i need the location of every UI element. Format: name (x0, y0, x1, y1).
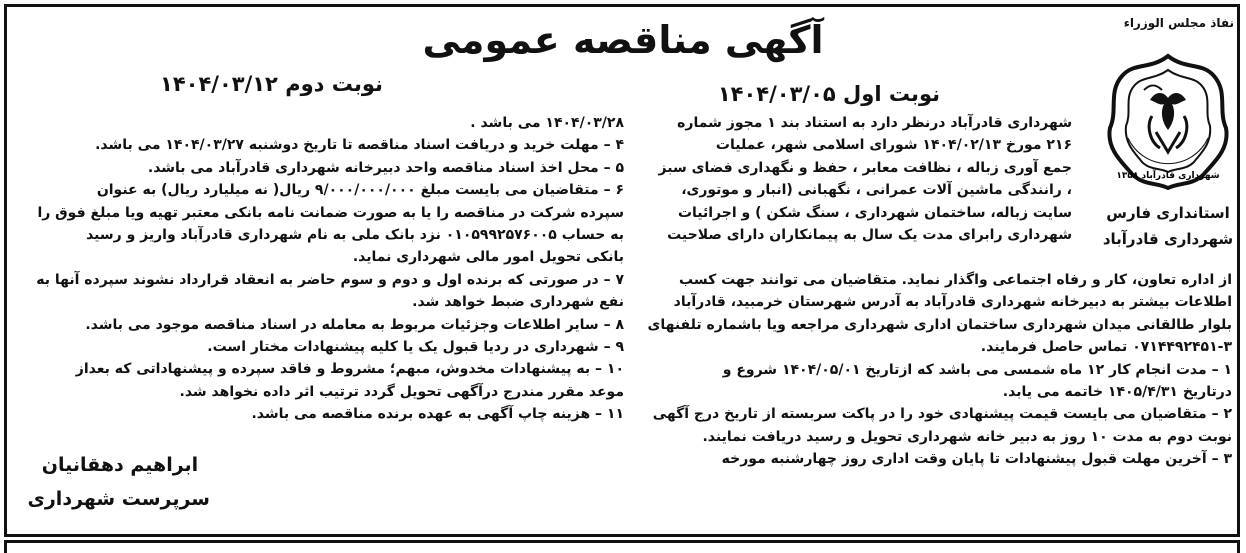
text-line: ۴ – مهلت خرید و دریافت اسناد مناقصه تا تاریخ دوشنبه ۱۴۰۴/۰۳/۲۷ می باشد. (95, 137, 624, 154)
text-line: سپرده شرکت در مناقصه را یا به صورت ضمانت نامه بانکی معتبر تهیه ویا مبلغ فوق را (37, 204, 624, 221)
text-line: ۹ – شهرداری در ردیا قبول یک یا کلیه پیشنهادات مختار است. (207, 338, 624, 355)
signatory-name: ابراهیم دهقانیان (41, 454, 199, 476)
text-line: ۰۷۱۴۴۹۲۴۵۱-۳ تماس حاصل فرمایند. (980, 339, 1232, 356)
text-line: اطلاعات بیشتر به دبیرخانه شهرداری قادرآباد به آدرس شهرستان خرمبید، قادرآباد (673, 294, 1232, 311)
text-line: ۵ – محل اخذ اسناد مناقصه واحد دبیرخانه شهرداری قادرآباد می باشد. (147, 159, 624, 176)
text-line: ۱ – مدت انجام کار ۱۲ ماه شمسی می باشد که ازتاریخ ۱۴۰۴/۰۵/۰۱ شروع و (722, 361, 1232, 378)
text-line: ، رانندگی ماشین آلات عمرانی ، نگهبانی (انبار و موتوری، (681, 182, 1072, 199)
right-column-top (592, 112, 1072, 246)
municipality-logo-icon (1106, 52, 1230, 190)
next-notice-border (4, 540, 1240, 553)
text-line: جمع آوری زباله ، نظافت معابر ، حفظ و نگهداری فضای سبز (658, 159, 1072, 176)
text-line: بانکی تحویل امور مالی شهرداری نماید. (352, 249, 624, 266)
text-line: نوبت دوم به مدت ۱۰ روز به دبیر خانه شهرداری تحویل و رسید دریافت نمایند. (702, 428, 1232, 445)
text-line: ۷ – در صورتی که برنده اول و دوم و سوم حاضر به انعقاد قرارداد نشوند سپرده آنها به (36, 271, 624, 288)
left-column (34, 112, 624, 425)
text-line: نفع شهرداری ضبط خواهد شد. (412, 294, 624, 311)
org-municipality: شهرداری قادرآباد (1102, 230, 1234, 248)
text-line: ۸ – سایر اطلاعات وجزئیات مربوط به معامله در اسناد مناقصه موجود می باشد. (85, 316, 624, 333)
text-line: شهرداری قادرآباد درنظر دارد به استناد بند ۱ مجوز شماره (677, 115, 1072, 131)
signatory-title: سرپرست شهرداری (27, 488, 210, 510)
text-line: درتاریخ ۱۴۰۵/۴/۳۱ خاتمه می یابد. (1002, 383, 1232, 400)
text-line: ۳ – آخرین مهلت قبول پیشنهادات تا پایان وقت اداری روز چهارشنبه مورخه (721, 451, 1232, 468)
first-publication-date: نوبت اول ۱۴۰۴/۰۳/۰۵ (717, 82, 940, 106)
text-line: ۱۰ – به پیشنهادات مخدوش، مبهم؛ مشروط و فاقد سپرده و پیشنهاداتی که بعداز (75, 361, 624, 378)
text-line: ۶ – متقاضیان می بایست مبلغ ۹/۰۰۰/۰۰۰/۰۰۰ ریال( نه میلیارد ریال) به عنوان (96, 182, 624, 199)
text-line: شهرداری رابرای مدت یک سال به پیمانکاران دارای صلاحیت (667, 226, 1072, 243)
right-column-bottom (592, 269, 1232, 471)
text-line: ۲۱۶ مورخ ۱۴۰۴/۰۲/۱۳ شورای اسلامی شهر، عملیات (715, 137, 1072, 154)
text-line: به حساب ۰۱۰۵۹۹۲۵۷۶۰۰۵ نزد بانک ملی به نام شهرداری قادرآباد واریز و رسید (86, 226, 624, 243)
text-line: از اداره تعاون، کار و رفاه اجتماعی واگذار نماید. متقاضیان می توانند جهت کسب (679, 272, 1232, 288)
text-line: بلوار طالقانی میدان شهرداری ساختمان اداری شهرداری مراجعه ویا باشماره تلفنهای (647, 316, 1232, 333)
calligraphy-motto: نفاذ مجلس الوزراء (1123, 16, 1234, 30)
logo-text: شهرداری قادرآباد ۱۳۵۸ (1116, 171, 1220, 181)
org-governorate: استانداری فارس (1106, 204, 1230, 222)
second-publication-date: نوبت دوم ۱۴۰۴/۰۳/۱۲ (160, 72, 383, 96)
text-line: موعد مقرر مندرج درآگهی تحویل گردد ترتیب اثر داده نخواهد شد. (179, 383, 624, 400)
text-line: ۲ – متقاضیان می بایست قیمت پیشنهادی خود را در پاکت سربسته از تاریخ درج آگهی (652, 406, 1232, 423)
text-line: سایت زباله، ساختمان شهرداری ، سنگ شکن ) و اجرائیات (677, 204, 1072, 221)
notice-title: آگهی مناقصه عمومی (422, 18, 824, 62)
text-line: ۱۴۰۴/۰۳/۲۸ می باشد . (470, 115, 624, 131)
text-line: ۱۱ – هزینه چاپ آگهی به عهده برنده مناقصه می باشد. (251, 406, 624, 423)
